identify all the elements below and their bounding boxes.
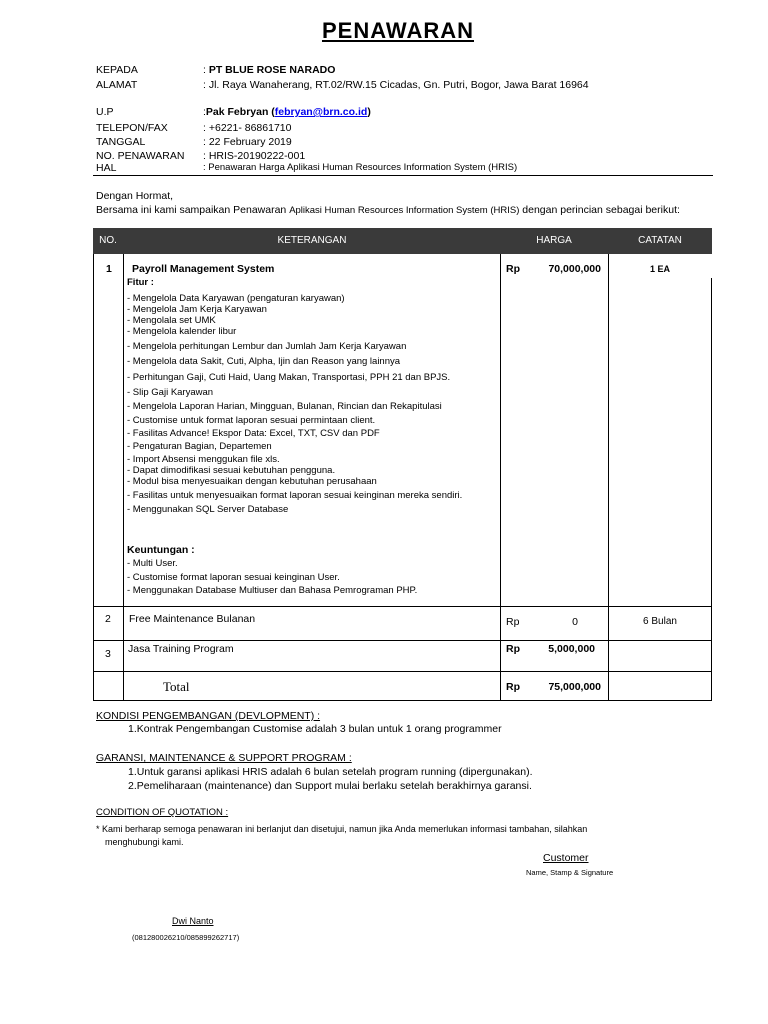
feature-item: - Mengelola perhitungan Lembur dan Jumlah Jam Kerja Karyawan	[127, 341, 407, 352]
garansi-heading: GARANSI, MAINTENANCE & SUPPORT PROGRAM :	[96, 752, 352, 764]
col-no: NO.	[99, 235, 117, 246]
alamat-value: : Jl. Raya Wanaherang, RT.02/RW.15 Cicadas, Gn. Putri, Bogor, Jawa Barat 16964	[203, 79, 589, 91]
fitur-label: Fitur :	[127, 277, 154, 288]
feature-item: - Fasilitas Advance! Ekspor Data: Excel, TXT, CSV dan PDF	[127, 428, 380, 439]
feature-item: - Dapat dimodifikasi sesuai kebutuhan pengguna.	[127, 465, 336, 476]
keuntungan-item: - Customise format laporan sesuai keinginan User.	[127, 572, 340, 583]
grid-line	[93, 640, 712, 641]
nomor-label: NO. PENAWARAN	[96, 150, 185, 162]
col-catatan: CATATAN	[638, 235, 682, 246]
tanggal-label: TANGGAL	[96, 136, 146, 148]
alamat-label: ALAMAT	[96, 79, 138, 91]
telepon-value: : +6221- 86861710	[203, 122, 292, 134]
up-label: U.P	[96, 106, 114, 118]
sender-phone: (081280026210/085899262717)	[132, 933, 240, 942]
table-header	[93, 228, 712, 254]
grid-line	[93, 700, 712, 701]
kepada-label: KEPADA	[96, 64, 138, 76]
row3-title: Jasa Training Program	[128, 643, 234, 655]
row2-no: 2	[105, 613, 111, 625]
total-price: 75,000,000	[548, 681, 601, 693]
feature-item: - Mengolala set UMK	[127, 315, 216, 326]
grid-line	[500, 254, 501, 701]
feature-item: - Perhitungan Gaji, Cuti Haid, Uang Makan, Transportasi, PPH 21 dan BPJS.	[127, 372, 451, 383]
customer-sub: Name, Stamp & Signature	[526, 868, 614, 877]
garansi-item: 2.Pemeliharaan (maintenance) dan Support mulai berlaku setelah berakhirnya garansi.	[128, 780, 532, 792]
row3-currency: Rp	[506, 643, 520, 655]
feature-item: - Customise untuk format laporan sesuai permintaan client.	[127, 415, 376, 426]
hal-value: : Penawaran Harga Aplikasi Human Resources Information System (HRIS)	[203, 162, 518, 173]
grid-line	[608, 254, 609, 701]
sender-name: Dwi Nanto	[172, 916, 214, 926]
row3-no: 3	[105, 648, 111, 660]
row1-note: 1 EA	[649, 264, 670, 274]
row1-currency: Rp	[506, 263, 520, 275]
tanggal-value: : 22 February 2019	[203, 136, 292, 148]
quotation-line1: * Kami berharap semoga penawaran ini berlanjut dan disetujui, namun jika Anda memerlukan informasi tambahan, silahkan	[96, 824, 588, 834]
keuntungan-item: - Menggunakan Database Multiuser dan Bahasa Pemrograman PHP.	[127, 585, 418, 596]
document-title: PENAWARAN	[321, 18, 474, 43]
header-divider	[93, 175, 713, 176]
grid-line	[711, 278, 712, 701]
kepada-value: : PT BLUE ROSE NARADO	[203, 64, 336, 76]
customer-label: Customer	[543, 852, 589, 864]
keuntungan-label: Keuntungan :	[127, 544, 195, 556]
up-value: :Pak Febryan (febryan@brn.co.id)	[203, 106, 371, 118]
feature-item: - Mengelola Data Karyawan (pengaturan karyawan)	[127, 293, 345, 304]
feature-item: - Menggunakan SQL Server Database	[127, 504, 289, 515]
row1-no: 1	[106, 263, 112, 275]
row1-title: Payroll Management System	[132, 263, 275, 275]
quotation-line2: menghubungi kami.	[105, 837, 184, 847]
feature-item: - Mengelola kalender libur	[127, 326, 237, 337]
feature-item: - Mengelola Laporan Harian, Mingguan, Bulanan, Rincian dan Rekapitulasi	[127, 401, 442, 412]
row2-currency: Rp	[506, 616, 520, 628]
total-currency: Rp	[506, 681, 520, 693]
telepon-label: TELEPON/FAX	[96, 122, 168, 134]
feature-item: - Mengelola data Sakit, Cuti, Alpha, Ijin dan Reason yang lainnya	[127, 356, 401, 367]
feature-item: - Slip Gaji Karyawan	[127, 387, 214, 398]
greeting: Dengan Hormat,	[96, 190, 174, 202]
kondisi-heading: KONDISI PENGEMBANGAN (DEVLOPMENT) :	[96, 710, 321, 722]
col-harga: HARGA	[536, 235, 572, 246]
row2-note: 6 Bulan	[643, 616, 677, 627]
feature-item: - Modul bisa menyesuaikan dengan kebutuhan perusahaan	[127, 476, 377, 487]
grid-line	[93, 254, 94, 701]
email-link[interactable]: febryan@brn.co.id	[274, 106, 368, 118]
kondisi-item: 1.Kontrak Pengembangan Customise adalah 3 bulan untuk 1 orang programmer	[128, 723, 502, 735]
col-keterangan: KETERANGAN	[277, 235, 347, 246]
row1-price: 70,000,000	[548, 263, 601, 275]
hal-label: HAL	[96, 162, 117, 174]
row3-price: 5,000,000	[548, 643, 595, 655]
feature-item: - Import Absensi menggukan file xls.	[127, 454, 280, 465]
nomor-value: : HRIS-20190222-001	[203, 150, 306, 162]
row2-title: Free Maintenance Bulanan	[129, 613, 256, 625]
feature-item: - Pengaturan Bagian, Departemen	[127, 441, 272, 452]
total-label: Total	[163, 679, 190, 694]
feature-item: - Mengelola Jam Kerja Karyawan	[127, 304, 267, 315]
row2-price: 0	[572, 616, 578, 628]
keuntungan-item: - Multi User.	[127, 558, 178, 569]
grid-line	[93, 671, 712, 672]
garansi-item: 1.Untuk garansi aplikasi HRIS adalah 6 bulan setelah program running (dipergunakan).	[128, 766, 533, 778]
grid-line	[93, 606, 712, 607]
grid-line	[123, 254, 124, 701]
intro-text: Bersama ini kami sampaikan Penawaran Aplikasi Human Resources Information System (HRIS) dengan perincian sebagai berikut:	[96, 204, 680, 216]
quotation-heading: CONDITION OF QUOTATION :	[96, 807, 229, 818]
feature-item: - Fasilitas untuk menyesuaikan format laporan sesuai keinginan mereka sendiri.	[127, 490, 463, 501]
